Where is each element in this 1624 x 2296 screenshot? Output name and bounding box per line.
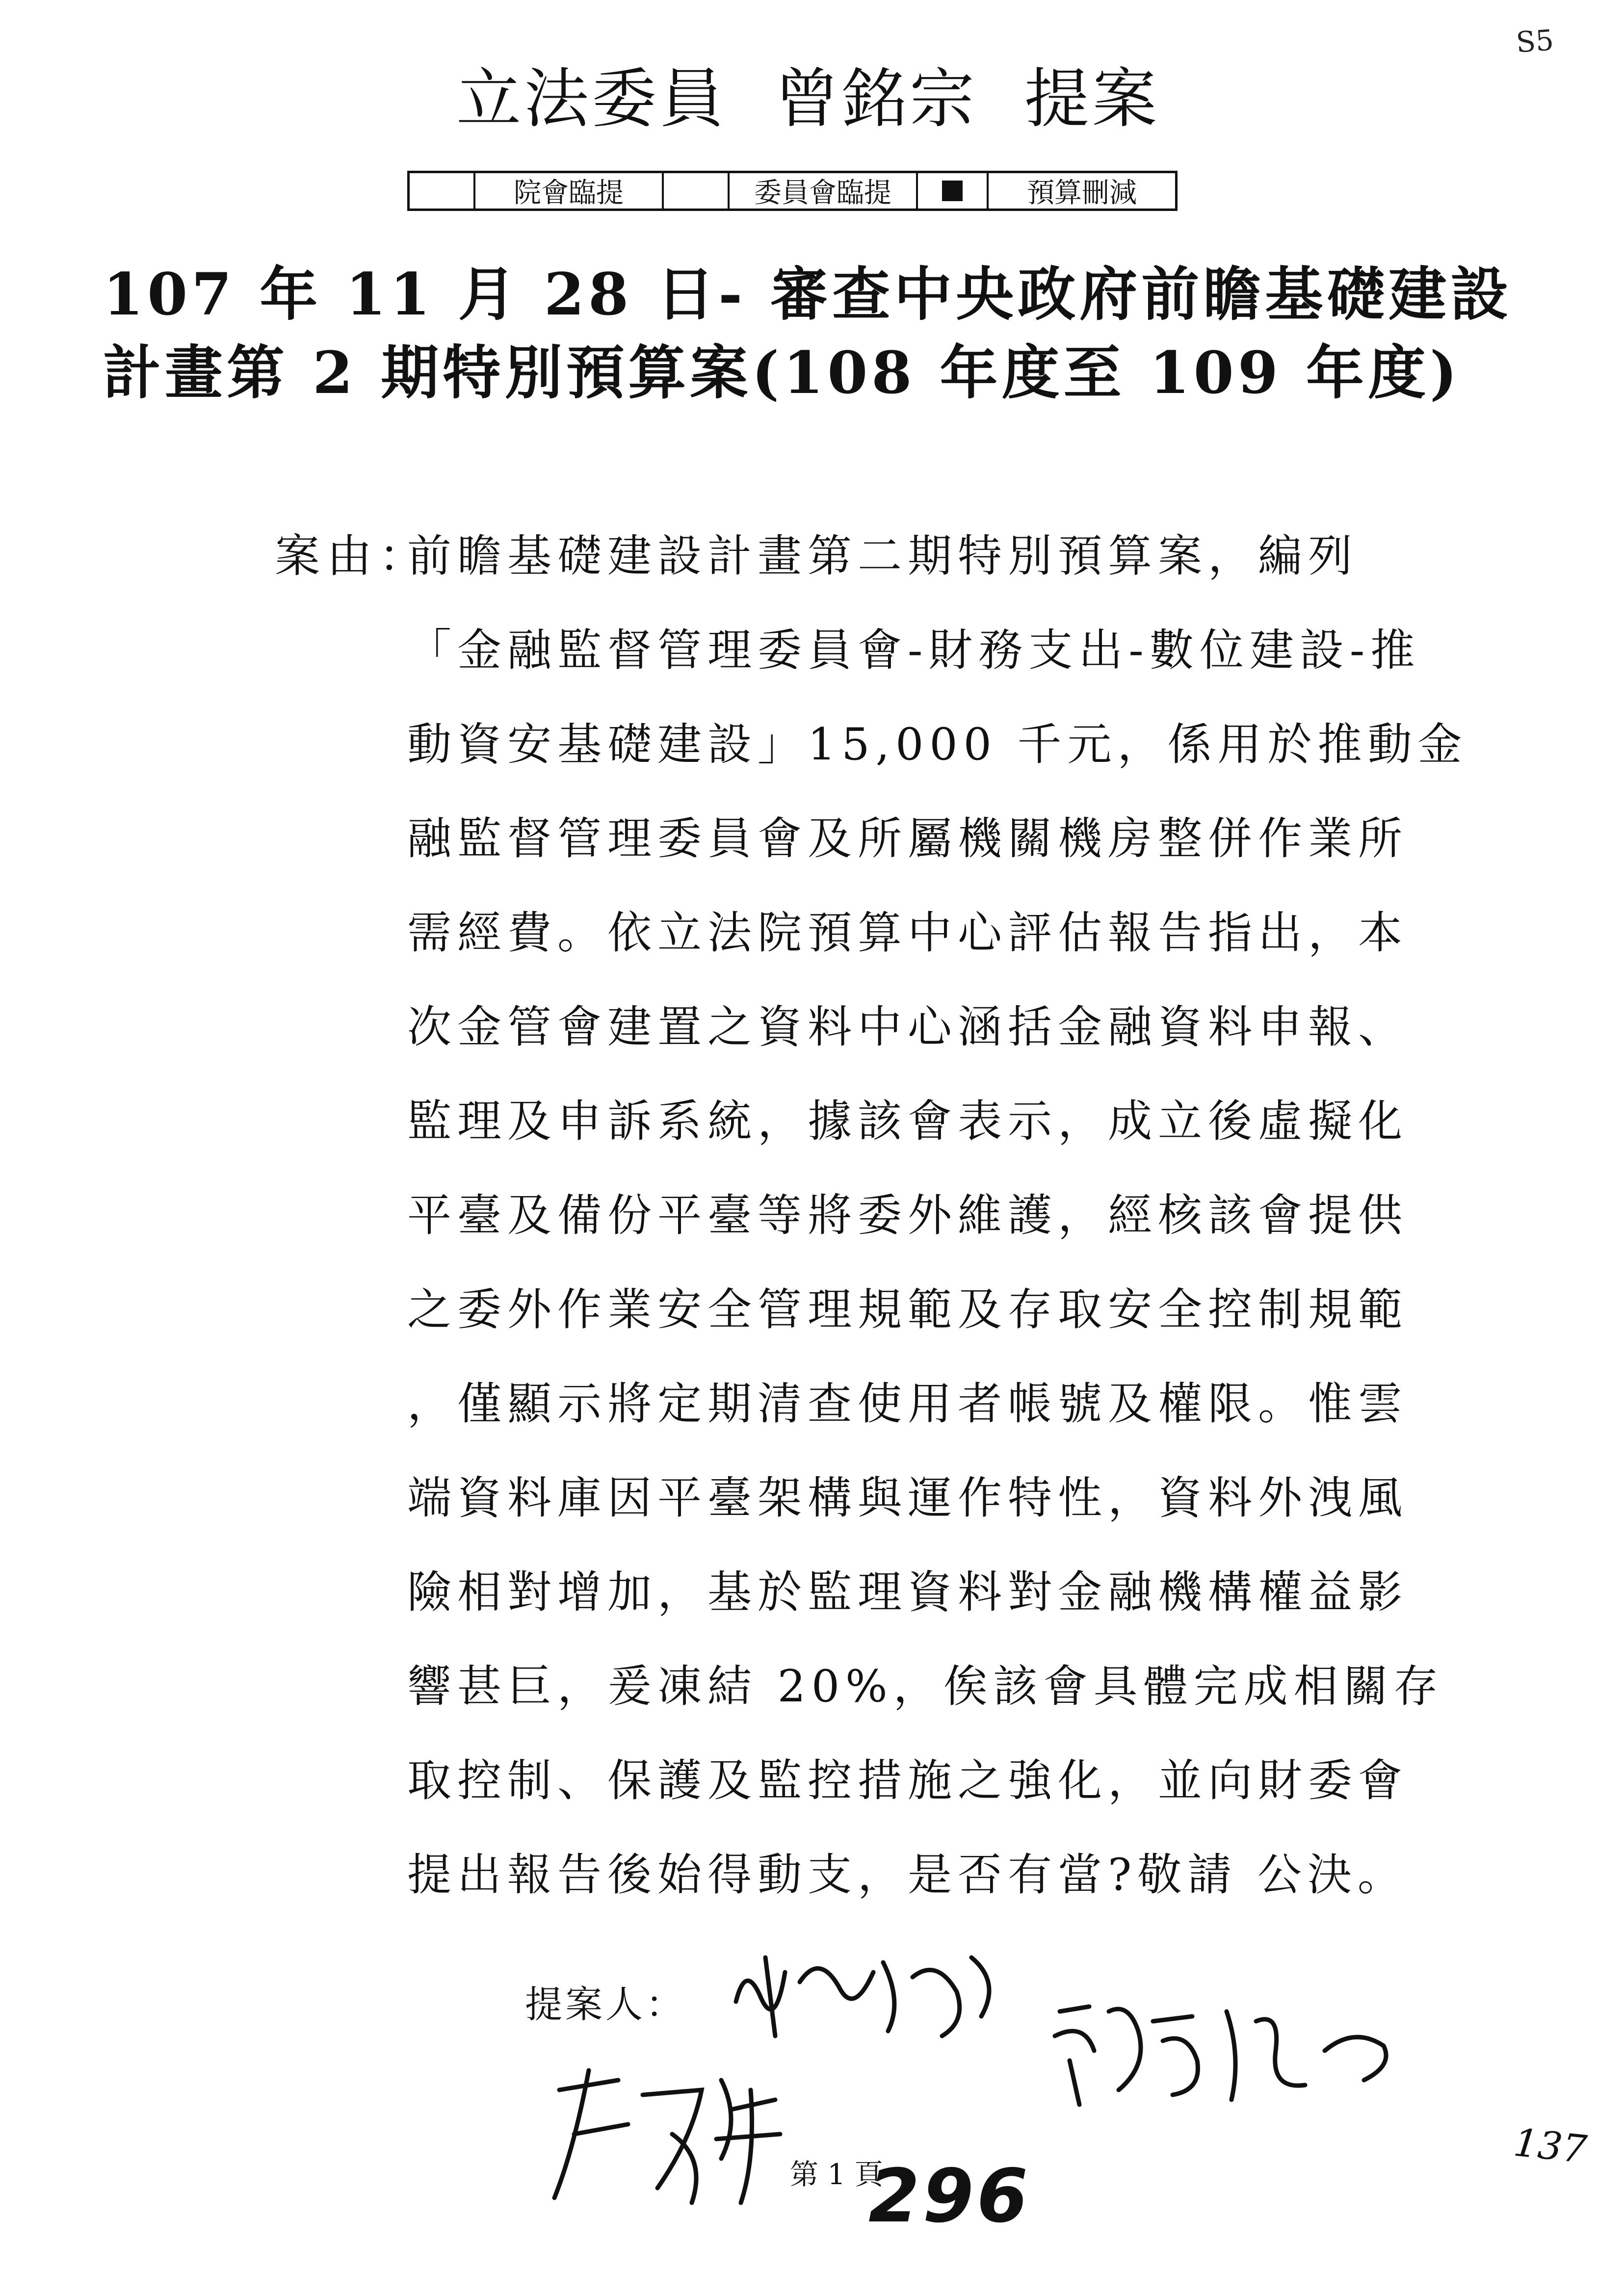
checkbox-plenary [410, 173, 475, 209]
signature-zeng [726, 1943, 1021, 2051]
reason-line: 之委外作業安全管理規範及存取安全控制規範 [407, 1284, 1408, 1335]
signature-chiang [545, 2061, 800, 2208]
reason-line: 需經費。依立法院預算中心評估報告指出，本 [407, 907, 1408, 959]
reason-line: ，僅顯示將定期清查使用者帳號及權限。惟雲 [407, 1378, 1408, 1430]
reason-line: 監理及申訴系統，據該會表示，成立後虛擬化 [407, 1096, 1408, 1147]
reason-label: 案由： [275, 530, 431, 582]
reason-line: 融監督管理委員會及所屬機關機房整併作業所 [407, 813, 1408, 864]
reason-line: 次金管會建置之資料中心涵括金融資料申報、 [407, 1001, 1408, 1053]
page-number: 第 1 頁 [790, 2158, 883, 2191]
category-checkbox-table [407, 171, 1178, 211]
reason-line: 端資料庫因平臺架構與運作特性，資料外洩風 [407, 1472, 1408, 1524]
reason-line: 取控制、保護及監控措施之強化，並向財委會 [407, 1755, 1408, 1806]
corner-annotation: S5 [1515, 23, 1555, 59]
reason-line: 「金融監督管理委員會-財務支出-數位建設-推 [407, 625, 1421, 676]
reason-line: 提出報告後始得動支，是否有當?敬請 公決。 [407, 1849, 1408, 1901]
category-label-plenary: 院會臨提 [475, 173, 664, 209]
checkbox-committee [664, 173, 730, 209]
signature-yen [1050, 1992, 1403, 2110]
reason-line: 平臺及備份平臺等將委外維護，經核該會提供 [407, 1190, 1408, 1241]
category-label-committee: 委員會臨提 [730, 173, 918, 209]
reason-line: 險相對增加，基於監理資料對金融機構權益影 [407, 1566, 1408, 1618]
handwritten-number: 296 [868, 2154, 1031, 2239]
reason-line: 動資安基礎建設」15,000 千元，係用於推動金 [407, 719, 1468, 770]
proposer-label: 提案人： [525, 1983, 686, 2026]
document-title-line-2: 計畫第 2 期特別預算案(108 年度至 109 年度) [103, 339, 1461, 407]
reason-line: 前瞻基礎建設計畫第二期特別預算案，編列 [407, 530, 1358, 582]
category-label-budget-cut: 預算刪減 [1027, 177, 1137, 209]
filled-square-icon [942, 181, 963, 201]
page-title: 立法委員 曾銘宗 提案 [456, 61, 1160, 137]
checkbox-budget-cut [918, 173, 989, 209]
corner-annotation-bottom: 137 [1511, 2120, 1589, 2172]
document-title-line-1: 107 年 11 月 28 日- 審查中央政府前瞻基礎建設 [103, 260, 1513, 328]
reason-line: 響甚巨，爰凍結 20%，俟該會具體完成相關存 [407, 1661, 1444, 1712]
